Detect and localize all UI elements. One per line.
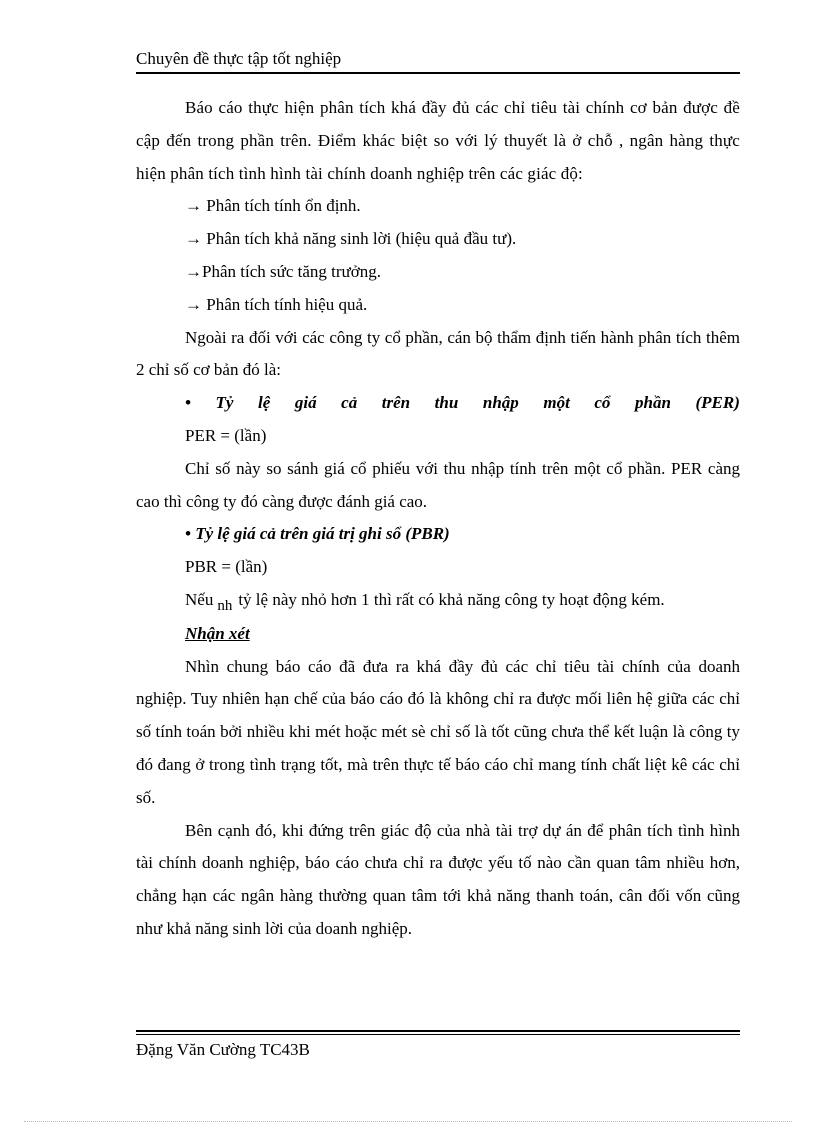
per-word: •	[185, 393, 191, 413]
remarks-heading-line	[136, 618, 740, 651]
footer-rule-thin	[136, 1034, 740, 1035]
page-break-line	[24, 1121, 792, 1122]
pbr-explanation-start: Nếu	[185, 589, 214, 609]
intro-paragraph: Báo cáo thực hiện phân tích khá đầy đủ các chỉ tiêu tài chính cơ bản được đề cập đến trong phần trên. Điểm khác biệt so với lý thuyết là ở chỗ , ngân hàng thực hiện phân tích tình hình tài chính doanh nghiệp trên các giác độ:	[136, 98, 740, 183]
page-footer: Đặng Văn Cường TC43B	[136, 1040, 310, 1059]
remarks-heading: Nhận xét	[185, 623, 250, 643]
per-word: (PER)	[695, 393, 740, 413]
per-word: Tỷ	[215, 393, 234, 413]
pbr-explanation	[136, 584, 740, 618]
per-word: thu	[434, 393, 459, 413]
pbr-subscript: nh	[217, 597, 233, 614]
indices-paragraph: Ngoài ra đối với các công ty cổ phần, cán bộ thẩm định tiến hành phân tích thêm 2 chỉ số cơ bản đó là:	[136, 327, 740, 380]
bullet-stability: → Phân tích tính ổn định.	[185, 196, 361, 216]
per-word: cả	[341, 393, 358, 413]
bullet-efficiency: → Phân tích tính hiệu quả.	[185, 294, 368, 314]
bullet-growth: →Phân tích sức tăng trưởng.	[185, 261, 381, 281]
per-word: phần	[634, 393, 671, 413]
per-word: nhập	[482, 393, 519, 413]
per-formula: PER = (lần)	[185, 425, 267, 445]
per-word: trên	[381, 393, 411, 413]
per-word: một	[543, 393, 570, 413]
page-header: Chuyên đề thực tập tốt nghiệp	[136, 48, 740, 74]
per-heading	[136, 387, 740, 420]
pbr-formula: PBR = (lần)	[185, 557, 268, 577]
remarks-paragraph: Nhìn chung báo cáo đã đưa ra khá đầy đủ các chỉ tiêu tài chính của doanh nghiệp. Tuy nhiên hạn chế của báo cáo đó là không chỉ ra được mối liên hệ giữa các chỉ số tính toán bởi nhiều khi mét hoặc mét sè chỉ số là tốt cũng chưa thể kết luận là công ty đó đang ở trong tình trạng tốt, mà trên thực tế báo cáo chỉ mang tính chất liệt kê các chỉ số.	[136, 656, 740, 807]
financier-paragraph: Bên cạnh đó, khi đứng trên giác độ của nhà tài trợ dự án để phân tích tình hình tài chính doanh nghiệp, báo cáo chưa chỉ ra được yếu tố nào cần quan tâm nhiều hơn, chẳng hạn các ngân hàng thường quan tâm tới khả năng thanh toán, cân đối vốn cũng như khả năng sinh lời của doanh nghiệp.	[136, 820, 740, 938]
per-word: lệ	[258, 393, 271, 413]
footer-rule-thick	[136, 1030, 740, 1032]
per-explanation: Chỉ số này so sánh giá cổ phiếu với thu nhập tính trên một cổ phần. PER càng cao thì công ty đó càng được đánh giá cao.	[136, 458, 740, 511]
bullet-profitability: → Phân tích khả năng sinh lời (hiệu quả đầu tư).	[185, 229, 517, 249]
pbr-explanation-end: tỷ lệ này nhỏ hơn 1 thì rất có khả năng công ty hoạt động kém.	[238, 589, 665, 609]
per-word: giá	[294, 393, 317, 413]
per-word: cổ	[594, 393, 611, 413]
document-body	[136, 92, 740, 946]
pbr-heading: • Tỷ lệ giá cả trên giá trị ghi sổ (PBR)	[185, 524, 450, 544]
